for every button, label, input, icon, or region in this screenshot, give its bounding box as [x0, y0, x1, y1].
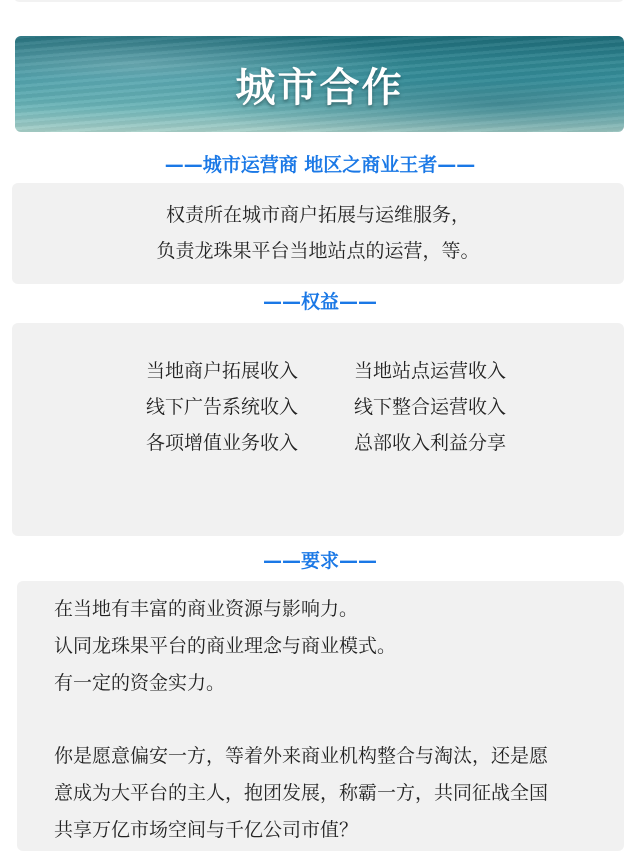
requirements-heading: ——要求——: [262, 550, 377, 572]
benefits-grid: [146, 353, 534, 461]
city-partnership-banner: [15, 36, 624, 132]
closing-line: 你是愿意偏安一方，等着外来商业机构整合与淘汰，还是愿: [54, 745, 549, 767]
benefits-card: [12, 323, 624, 536]
closing-line: 意成为大平台的主人，抱团发展，称霸一方，共同征战全国: [54, 782, 549, 804]
benefit-item: 总部收入利益分享: [354, 432, 507, 454]
benefit-item: 当地商户拓展收入: [146, 360, 299, 382]
requirement-item: 在当地有丰富的商业资源与影响力。: [54, 598, 359, 620]
benefit-item: 线下广告系统收入: [146, 396, 299, 418]
benefit-item: 线下整合运营收入: [354, 396, 507, 418]
benefit-item: 当地站点运营收入: [354, 360, 507, 382]
requirements-card: [17, 581, 624, 851]
benefit-item: 各项增值业务收入: [146, 432, 299, 454]
closing-line: 共享万亿市场空间与千亿公司市值？: [54, 819, 359, 841]
role-card: [12, 183, 624, 284]
previous-section-edge: [14, 0, 624, 2]
role-line: 负责龙珠果平台当地站点的运营，等。: [156, 240, 480, 262]
banner-title: 城市合作: [235, 63, 404, 111]
benefits-heading: ——权益——: [262, 291, 377, 313]
requirement-item: 有一定的资金实力。: [54, 672, 226, 694]
role-heading: ——城市运营商 地区之商业王者——: [164, 154, 476, 176]
requirement-item: 认同龙珠果平台的商业理念与商业模式。: [54, 635, 397, 657]
role-line: 权责所在城市商户拓展与运维服务，: [165, 204, 470, 226]
